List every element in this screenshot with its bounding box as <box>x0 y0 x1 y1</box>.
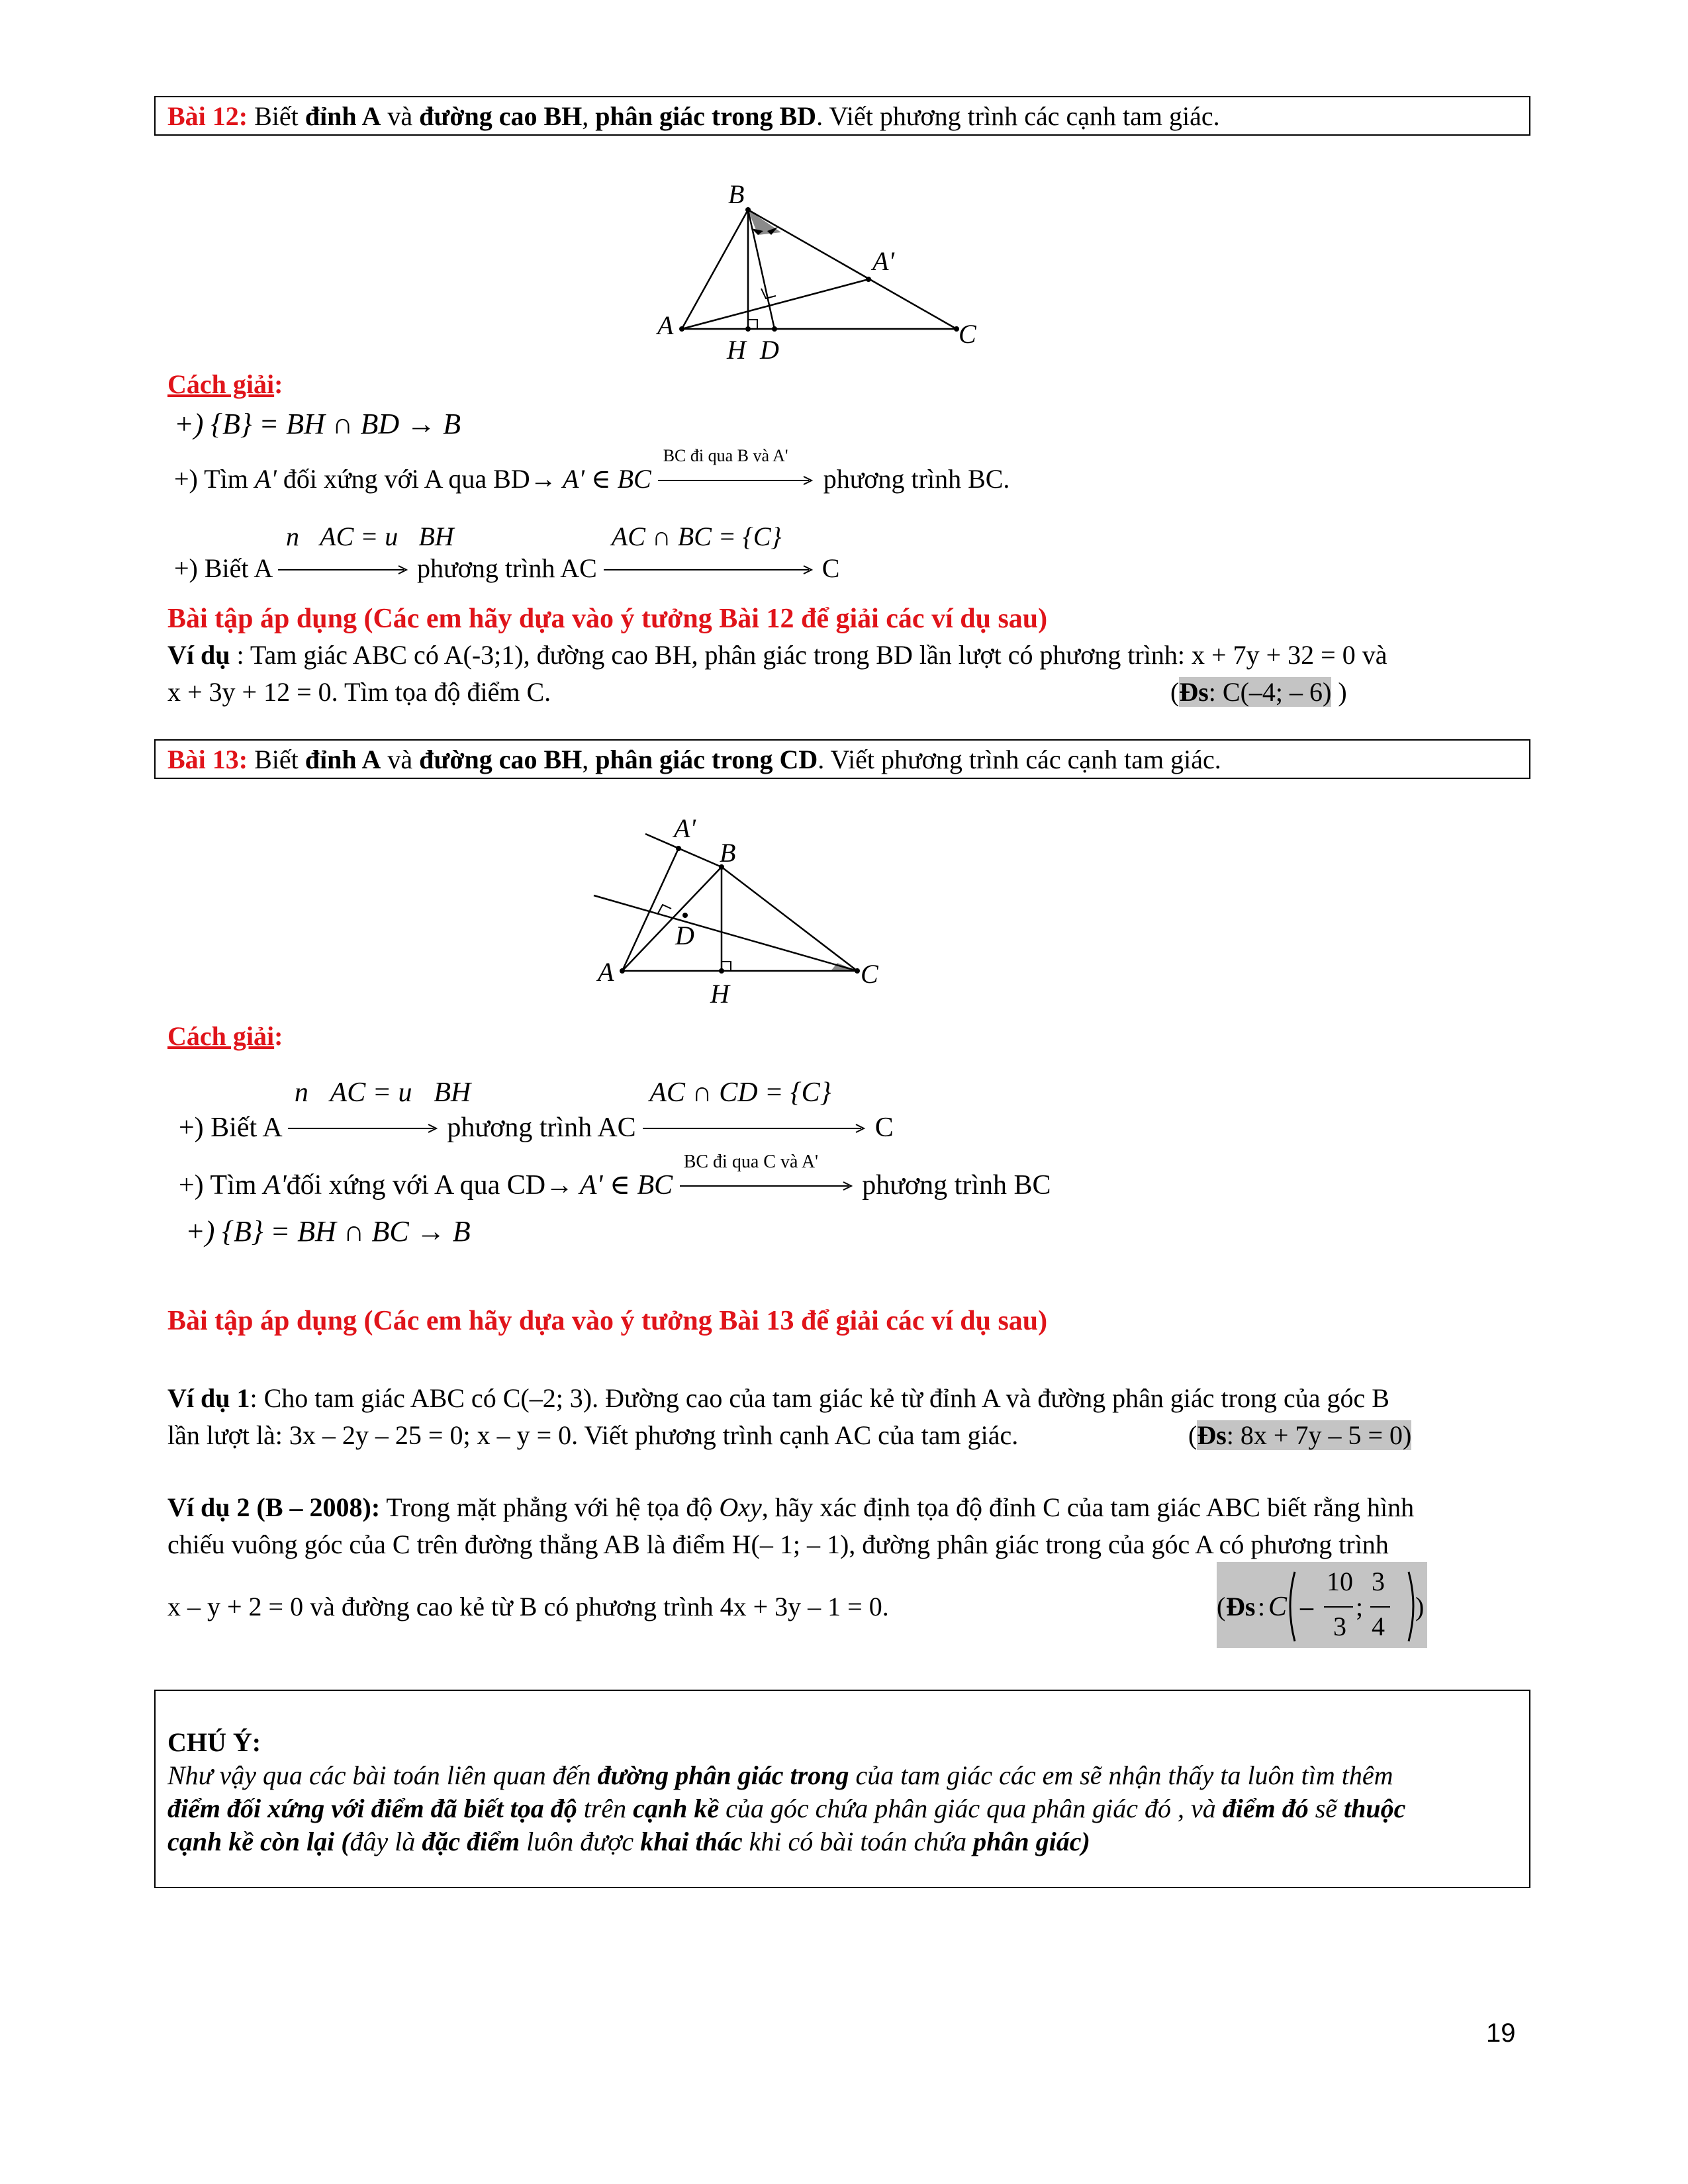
bai12-heading: Bài 12: Biết đỉnh A và đường cao BH, phân giác trong BD. Viết phương trình các cạnh tam giác. <box>167 101 1220 131</box>
fig1-label-A: A <box>657 310 674 340</box>
vd1-answer: (Đs: 8x + 7y – 5 = 0) <box>1188 1420 1412 1450</box>
bai13-step3: +) {B} = BH ∩ BC → B <box>185 1215 471 1248</box>
vd2-line2: chiếu vuông góc của C trên đường thẳng AB là điểm H(– 1; – 1), đường phân giác trong của góc A có phương trình <box>167 1529 1389 1559</box>
vd12-line1: Ví dụ : Tam giác ABC có A(-3;1), đường cao BH, phân giác trong BD lần lượt có phương trình: x + 7y + 32 = 0 và <box>167 640 1387 670</box>
bai13-step2: +) Tìm A'đối xứng với A qua CD→ A' ∈ BC BC đi qua C và A' phương trình BC <box>179 1152 1051 1201</box>
fig1-label-D: D <box>760 335 779 365</box>
vd2-line1: Ví dụ 2 (B – 2008): Trong mặt phẳng với hệ tọa độ Oxy, hãy xác định tọa độ đỉnh C của tam giác ABC biết rằng hình <box>167 1492 1415 1522</box>
fig2-label-D: D <box>675 921 694 950</box>
vd2-line3: x – y + 2 = 0 và đường cao kẻ từ B có phương trình 4x + 3y – 1 = 0. <box>167 1592 889 1621</box>
bai-tap-ap-dung-12: Bài tập áp dụng (Các em hãy dựa vào ý tưởng Bài 12 để giải các ví dụ sau) <box>167 604 1048 634</box>
figure-bai12-triangle <box>652 175 983 367</box>
fig2-label-A: A <box>598 957 614 987</box>
fig1-label-C: C <box>959 319 976 349</box>
fig2-label-A-prime: A' <box>674 817 696 843</box>
bai13-label: Bài 13: <box>167 745 248 774</box>
note-line3: cạnh kề còn lại (đây là đặc điểm luôn được khai thác khi có bài toán chứa phân giác) <box>167 1827 1090 1856</box>
vd12-line2: x + 3y + 12 = 0. Tìm tọa độ điểm C. <box>167 677 551 707</box>
fig1-label-B: B <box>728 179 745 209</box>
note-line2: điểm đối xứng với điểm đã biết tọa độ trên cạnh kề của góc chứa phân giác qua phân giác đó , và điểm đó sẽ thuộc <box>167 1794 1406 1823</box>
figure-bai13-triangle <box>592 817 937 1023</box>
bai12-step1: +) {B} = BH ∩ BD → B <box>174 408 461 440</box>
bai12-step2: +) Tìm A' đối xứng với A qua BD→ A' ∈ BC BC đi qua B và A' phương trình BC. <box>174 445 1010 494</box>
bai12-label: Bài 12: <box>167 101 248 131</box>
note-title: CHÚ Ý: <box>167 1727 261 1757</box>
bai13-heading: Bài 13: Biết đỉnh A và đường cao BH, phân giác trong CD. Viết phương trình các cạnh tam giác. <box>167 745 1221 774</box>
bai12-step3: +) Biết A n⃗AC = u⃗BH phương trình AC AC ∩ BC = {C} C <box>174 521 840 583</box>
fig2-label-B: B <box>720 838 736 868</box>
vd1-line1: Ví dụ 1: Cho tam giác ABC có C(–2; 3). Đường cao của tam giác kẻ từ đỉnh A và đường phân giác trong của góc B <box>167 1383 1389 1413</box>
note-line1: Như vậy qua các bài toán liên quan đến đường phân giác trong của tam giác các em sẽ nhận thấy ta luôn tìm thêm <box>167 1760 1393 1790</box>
fig1-label-A-prime: A' <box>872 246 894 276</box>
fig1-label-H: H <box>727 335 746 365</box>
bai-tap-ap-dung-13: Bài tập áp dụng (Các em hãy dựa vào ý tưởng Bài 13 để giải các ví dụ sau) <box>167 1306 1048 1336</box>
cach-giai-2: Cách giải: <box>167 1021 283 1051</box>
vd1-line2: lần lượt là: 3x – 2y – 25 = 0; x – y = 0. Viết phương trình cạnh AC của tam giác. <box>167 1420 1019 1450</box>
vd2-answer: ( Đs : C – 10 3 ; 3 4 ) <box>1217 1567 1425 1641</box>
cach-giai-1: Cách giải: <box>167 369 283 399</box>
vd12-answer: (Đs: C(–4; – 6) ) <box>1170 677 1347 707</box>
bai13-step1: +) Biết A n⃗AC = u⃗BH phương trình AC AC ∩ CD = {C} C <box>179 1077 894 1143</box>
fig2-label-H: H <box>710 979 729 1009</box>
fig2-label-C: C <box>861 959 878 989</box>
page-number: 19 <box>1486 2019 1516 2048</box>
